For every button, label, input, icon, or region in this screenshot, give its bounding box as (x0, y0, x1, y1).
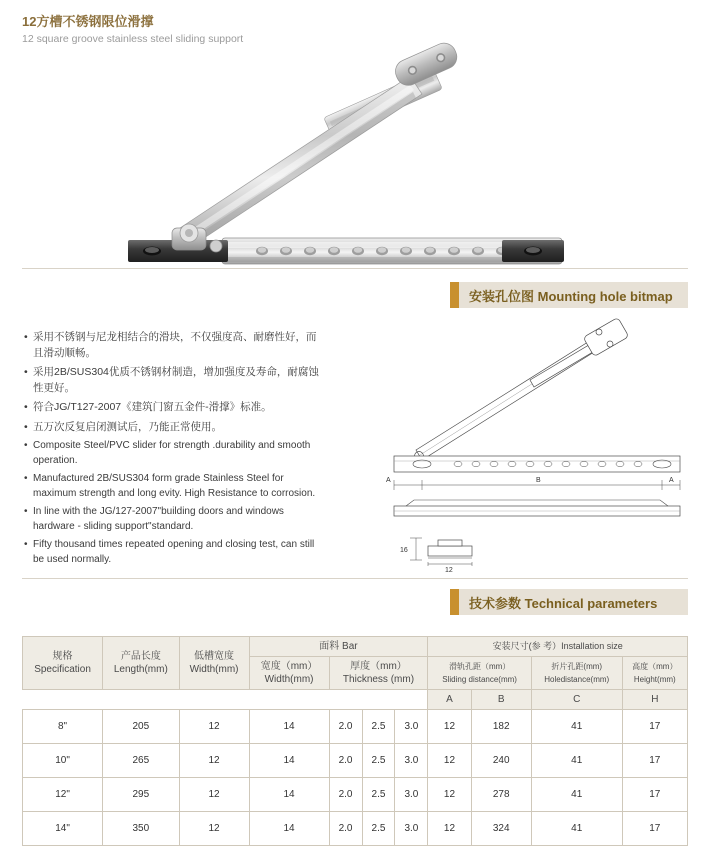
cell-bar-width: 14 (249, 778, 329, 812)
parameters-table (22, 636, 688, 846)
th-height: 高度（mm） Height(mm) (622, 657, 687, 690)
divider-bottom (22, 578, 688, 579)
list-item: • Manufactured 2B/SUS304 form grade Stainless Steel for maximum strength and long evity. High Resistance to corrosion. (24, 472, 324, 501)
cell-bar-width: 14 (249, 744, 329, 778)
cell-h: 17 (622, 812, 687, 846)
dim-label-a-right: A (669, 477, 674, 484)
cell-spec: 8" (23, 710, 103, 744)
table-row (23, 778, 688, 812)
cell-b: 278 (471, 778, 531, 812)
cell-c: 41 (531, 812, 622, 846)
th-bar-width: 宽度（mm） Width(mm) (249, 657, 329, 690)
cell-groove-width: 12 (179, 710, 249, 744)
cell-thickness-2: 2.5 (362, 744, 395, 778)
th-group-install: 安装尺寸(参 考）Installation size (428, 637, 688, 657)
cell-groove-width: 12 (179, 744, 249, 778)
dim-label-b: B (536, 477, 541, 484)
list-item: • Composite Steel/PVC slider for strength .durability and smooth operation. (24, 439, 324, 468)
page-title-en: 12 square groove stainless steel sliding support (22, 33, 244, 45)
list-item: • 采用不锈钢与尼龙相结合的滑块，不仅强度高、耐磨性好，而且滑动顺畅。 (24, 330, 324, 361)
th-length: 产品长度 Length(mm) (103, 637, 179, 690)
cell-thickness-1: 2.0 (329, 778, 362, 812)
cell-thickness-3: 3.0 (395, 812, 428, 846)
cell-spec: 14" (23, 812, 103, 846)
divider-top (22, 268, 688, 269)
section-technical-parameters (450, 589, 688, 615)
list-item: • Fifty thousand times repeated opening and closing test, can still be used normally. (24, 538, 324, 567)
feature-list (24, 330, 324, 571)
list-item: • 五万次反复启闭测试后，乃能正常使用。 (24, 420, 324, 436)
cell-h: 17 (622, 744, 687, 778)
cell-thickness-3: 3.0 (395, 710, 428, 744)
cell-bar-width: 14 (249, 710, 329, 744)
section-accent-tab (450, 589, 459, 615)
cell-length: 350 (103, 812, 179, 846)
cell-length: 265 (103, 744, 179, 778)
cell-groove-width: 12 (179, 812, 249, 846)
product-photo (110, 28, 580, 258)
technical-drawing (380, 310, 700, 574)
cell-h: 17 (622, 778, 687, 812)
section-accent-tab (450, 282, 459, 308)
cell-length: 295 (103, 778, 179, 812)
list-item: • In line with the JG/127-2007"building doors and windows hardware - sliding support"standard. (24, 505, 324, 534)
list-item: • 采用2B/SUS304优质不锈钢材制造，增加强度及寿命，耐腐蚀性更好。 (24, 365, 324, 396)
cell-h: 17 (622, 710, 687, 744)
th-group-bar: 面料 Bar (249, 637, 428, 657)
section-mounting-hole-bitmap (450, 282, 688, 308)
th-groove-width: 低槽宽度 Width(mm) (179, 637, 249, 690)
cell-spec: 12" (23, 778, 103, 812)
cell-thickness-1: 2.0 (329, 710, 362, 744)
cell-c: 41 (531, 778, 622, 812)
cell-groove-width: 12 (179, 778, 249, 812)
th-sliding-distance: 滑轨孔距（mm） Sliding distance(mm) (428, 657, 531, 690)
th-thickness: 厚度（mm） Thickness (mm) (329, 657, 428, 690)
cell-b: 182 (471, 710, 531, 744)
cell-a: 12 (428, 710, 471, 744)
section-mounting-label: 安装孔位图 Mounting hole bitmap (469, 288, 673, 304)
cell-length: 205 (103, 710, 179, 744)
cell-thickness-2: 2.5 (362, 710, 395, 744)
table-header-row-3 (23, 690, 688, 710)
dim-label-16: 16 (400, 547, 408, 554)
cell-b: 324 (471, 812, 531, 846)
list-item: • 符合JG/T127-2007《建筑门窗五金件-滑撑》标准。 (24, 400, 324, 416)
table-row (23, 812, 688, 846)
cell-thickness-2: 2.5 (362, 812, 395, 846)
section-technical-label: 技术参数 Technical parameters (469, 595, 658, 611)
th-sub-a: A (428, 690, 471, 710)
cell-bar-width: 14 (249, 812, 329, 846)
cell-thickness-1: 2.0 (329, 812, 362, 846)
cell-c: 41 (531, 710, 622, 744)
dim-label-12: 12 (445, 567, 453, 574)
table-row (23, 744, 688, 778)
cell-b: 240 (471, 744, 531, 778)
th-hole-distance: 折片孔距(mm) Holedistance(mm) (531, 657, 622, 690)
cell-thickness-3: 3.0 (395, 778, 428, 812)
cell-thickness-3: 3.0 (395, 744, 428, 778)
cell-spec: 10" (23, 744, 103, 778)
cell-thickness-1: 2.0 (329, 744, 362, 778)
cell-a: 12 (428, 812, 471, 846)
cell-thickness-2: 2.5 (362, 778, 395, 812)
th-sub-c: C (531, 690, 622, 710)
cell-a: 12 (428, 778, 471, 812)
page-title-cn: 12方槽不锈钢限位滑撑 (22, 14, 154, 29)
dim-label-a-left: A (386, 477, 391, 484)
cell-c: 41 (531, 744, 622, 778)
th-specification: 规格 Specification (23, 637, 103, 690)
table-row (23, 710, 688, 744)
cell-a: 12 (428, 744, 471, 778)
th-sub-h: H (622, 690, 687, 710)
th-sub-b: B (471, 690, 531, 710)
table-header-row-1 (23, 637, 688, 657)
